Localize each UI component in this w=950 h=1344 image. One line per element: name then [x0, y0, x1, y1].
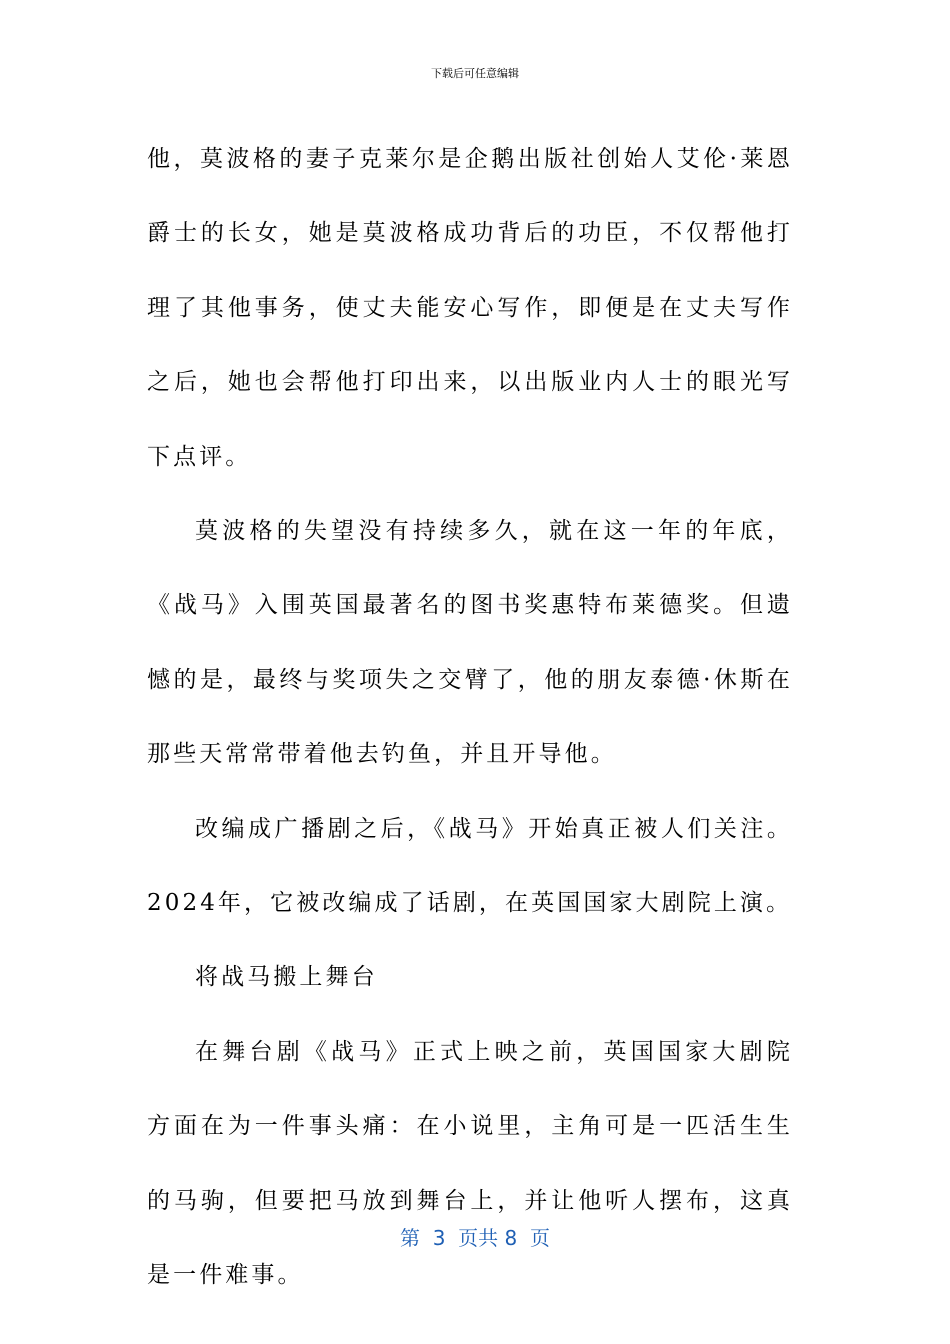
paragraph-5: 在舞台剧《战马》正式上映之前，英国国家大剧院方面在为一件事头痛：在小说里，主角可是一匹活生生的马驹，但要把马放到舞台上，并让他听人摆布，这真是一件难事。 [147, 1038, 793, 1289]
document-body [147, 122, 793, 1313]
paragraph-1: 他，莫波格的妻子克莱尔是企鹅出版社创始人艾伦·莱恩爵士的长女，她是莫波格成功背后的功臣，不仅帮他打理了其他事务，使丈夫能安心写作，即便是在丈夫写作之后，她也会帮他打印出来，以出版业内人士的眼光写下点评。 [147, 146, 793, 470]
header-note: 下载后可任意编辑 [431, 67, 519, 80]
paragraph-2: 莫波格的失望没有持续多久，就在这一年的年底，《战马》入围英国最著名的图书奖惠特布莱德奖。但遗憾的是，最终与奖项失之交臂了，他的朋友泰德·休斯在那些天常常带着他去钓鱼，并且开导他。 [147, 518, 793, 768]
paragraph-3: 改编成广播剧之后，《战马》开始真正被人们关注。2024年，它被改编成了话剧，在英国国家大剧院上演。 [147, 815, 793, 917]
page-number-footer: 第 3 页共 8 页 [400, 1226, 550, 1250]
section-heading: 将战马搬上舞台 [195, 964, 378, 991]
